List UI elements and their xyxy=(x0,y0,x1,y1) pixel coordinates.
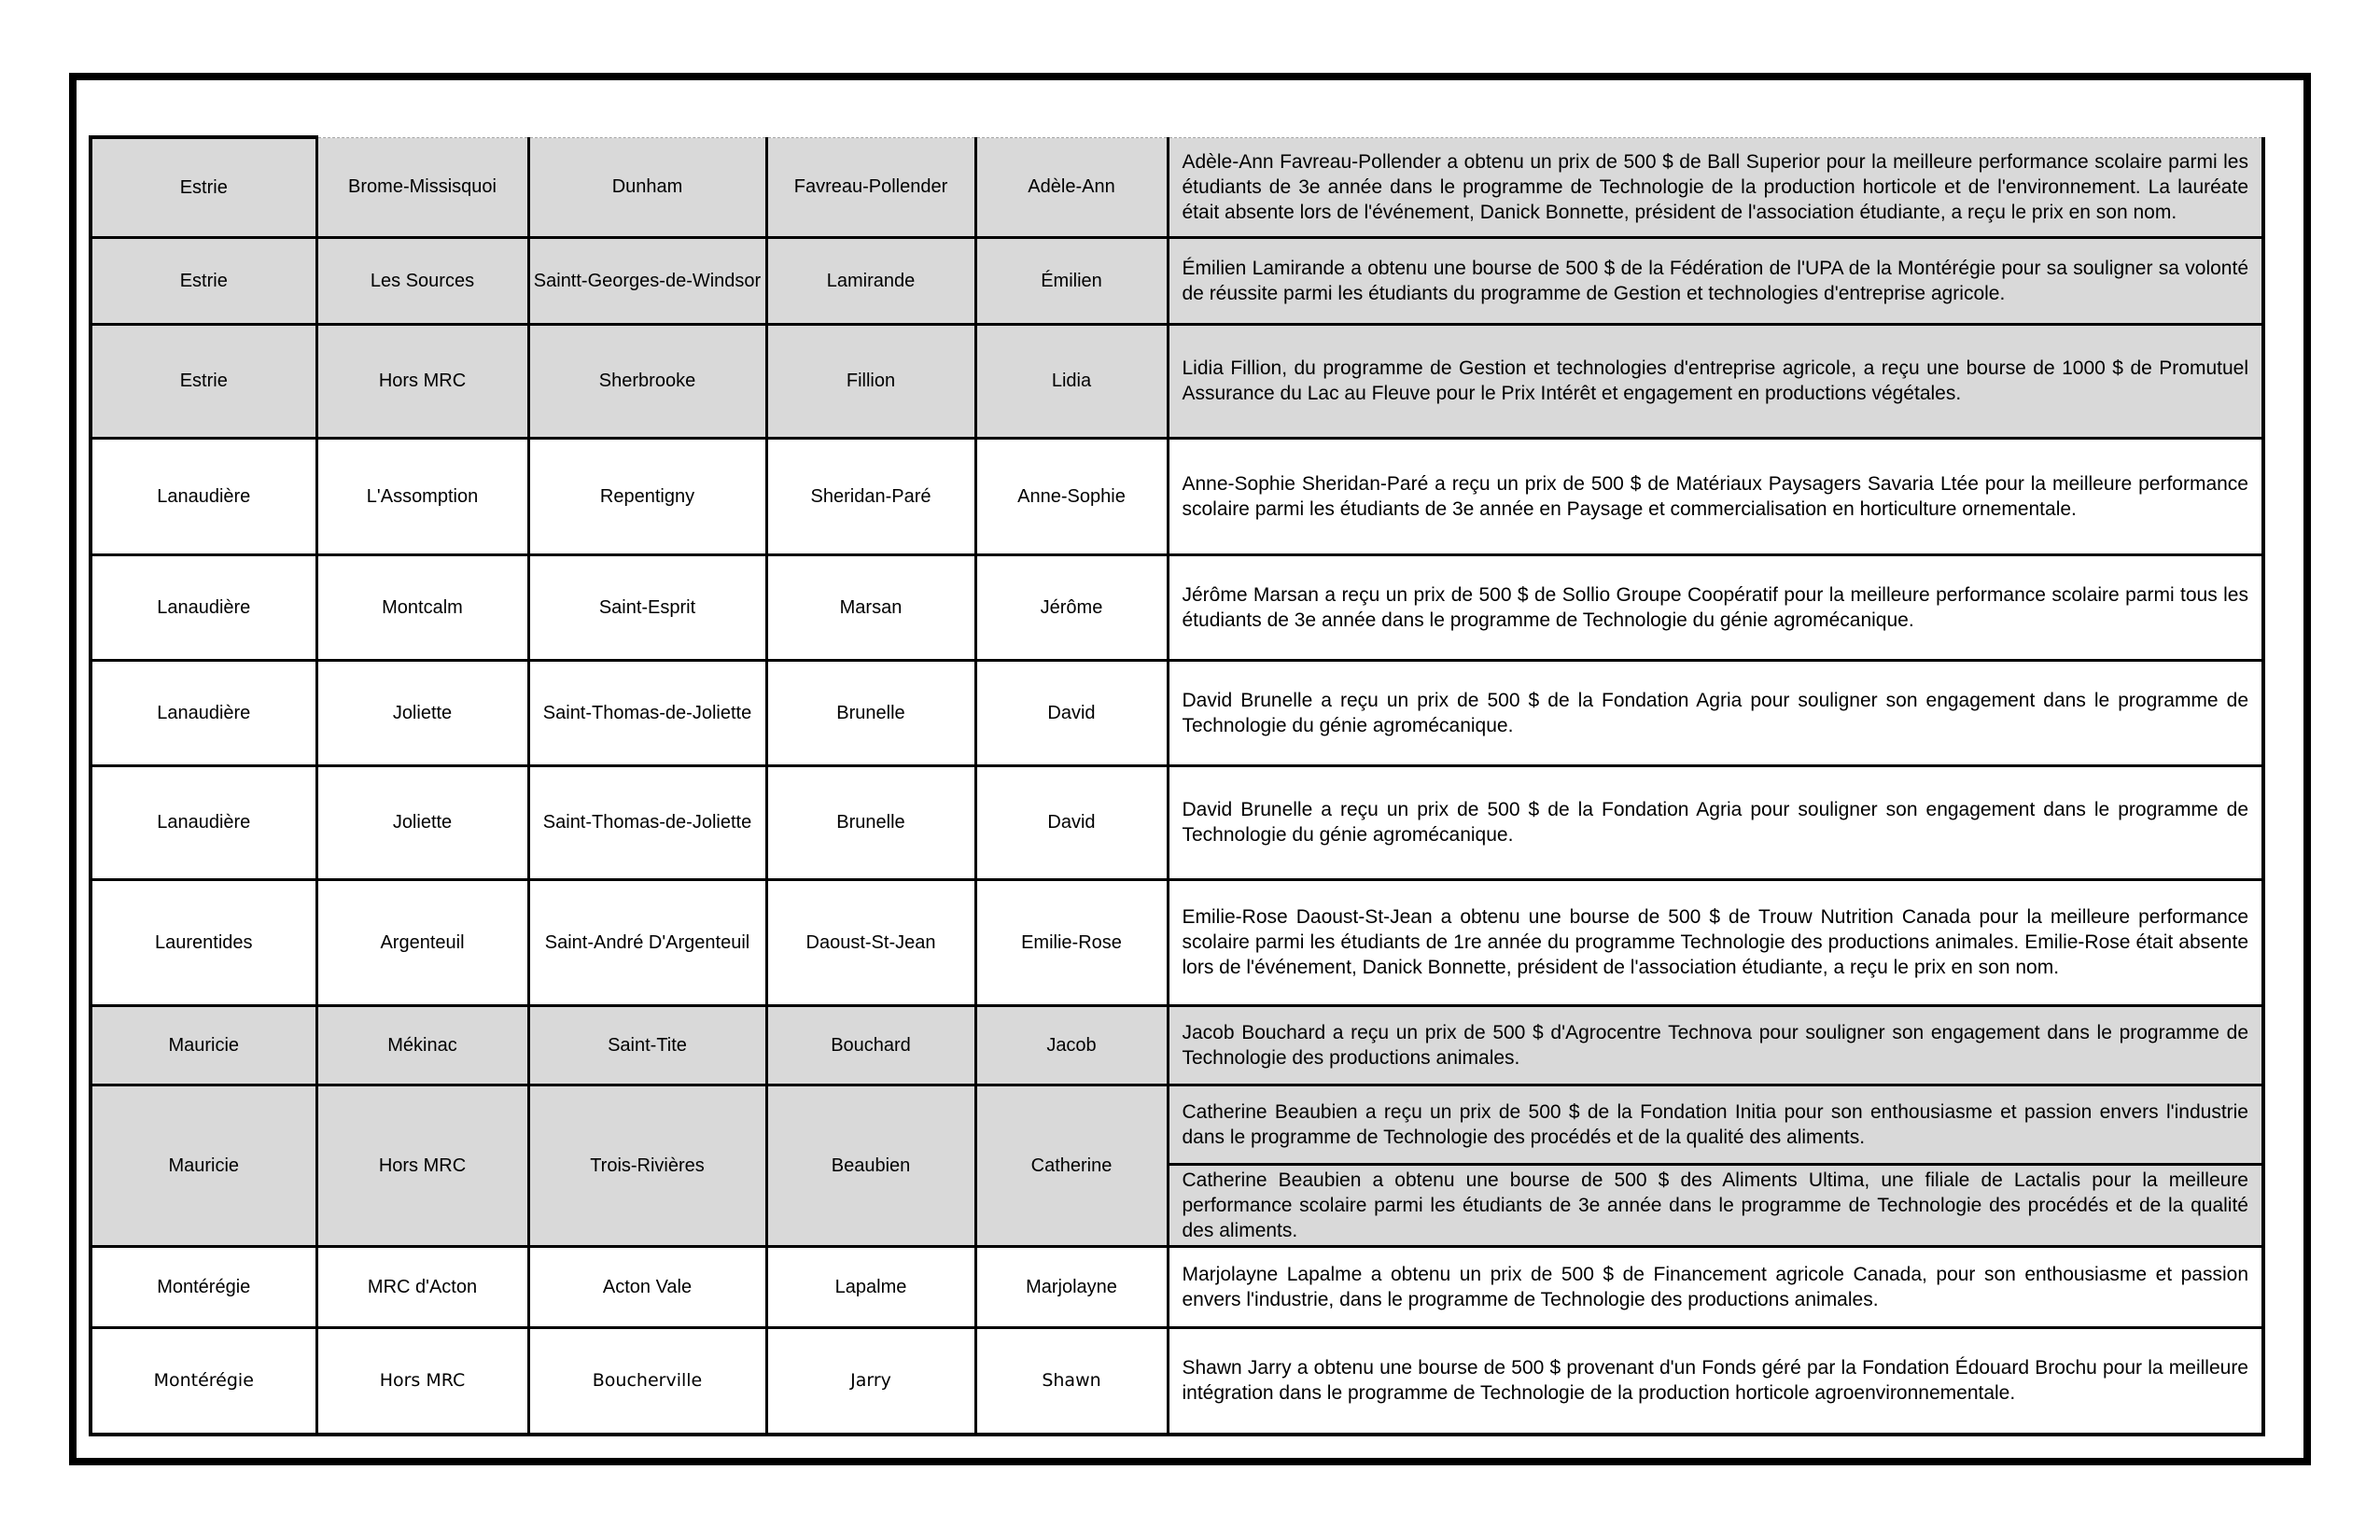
mrc-cell: Les Sources xyxy=(316,237,528,324)
firstname-cell: Jérôme xyxy=(975,554,1168,660)
firstname-cell: Jacob xyxy=(975,1005,1168,1085)
description-cell: Marjolayne Lapalme a obtenu un prix de 500 $ de Financement agricole Canada, pour son enthousiasme et passion envers l'industrie, dans le programme de Technologie des productions animales. xyxy=(1168,1246,2263,1327)
description-cell: Catherine Beaubien a obtenu une bourse de 500 $ des Aliments Ultima, une filiale de Lactalis pour la meilleure performance scolaire parmi les étudiants de 3e année dans le programme de Technologie des procédés et de la qualité des aliments. xyxy=(1168,1164,2263,1246)
description-cell: David Brunelle a reçu un prix de 500 $ de la Fondation Agria pour souligner son engagement dans le programme de Technologie du génie agromécanique. xyxy=(1168,660,2263,765)
firstname-cell: Emilie-Rose xyxy=(975,879,1168,1005)
lastname-cell: Daoust-St-Jean xyxy=(766,879,975,1005)
region-cell: Estrie xyxy=(91,237,316,324)
city-cell: Repentigny xyxy=(528,438,766,554)
description-cell: David Brunelle a reçu un prix de 500 $ de la Fondation Agria pour souligner son engagement dans le programme de Technologie du génie agromécanique. xyxy=(1168,765,2263,879)
city-cell: Saint-Thomas-de-Joliette xyxy=(528,765,766,879)
description-cell: Catherine Beaubien a reçu un prix de 500 $ de la Fondation Initia pour son enthousiasme et passion envers l'industrie dans le programme de Technologie des procédés et de la qualité des aliments. xyxy=(1168,1085,2263,1164)
mrc-cell: Montcalm xyxy=(316,554,528,660)
table-row xyxy=(91,1085,2263,1164)
mrc-cell: Hors MRC xyxy=(316,1327,528,1435)
firstname-cell: Catherine xyxy=(975,1085,1168,1246)
lastname-cell: Bouchard xyxy=(766,1005,975,1085)
lastname-cell: Lapalme xyxy=(766,1246,975,1327)
table-row xyxy=(91,324,2263,438)
city-cell: Saintt-Georges-de-Windsor xyxy=(528,237,766,324)
description-cell: Jérôme Marsan a reçu un prix de 500 $ de Sollio Groupe Coopératif pour la meilleure performance scolaire parmi tous les étudiants de 3e année dans le programme de Technologie du génie agromécanique. xyxy=(1168,554,2263,660)
firstname-cell: Shawn xyxy=(975,1327,1168,1435)
region-cell: Lanaudière xyxy=(91,660,316,765)
table-row xyxy=(91,1005,2263,1085)
region-cell: Lanaudière xyxy=(91,554,316,660)
city-cell: Boucherville xyxy=(528,1327,766,1435)
mrc-cell: L'Assomption xyxy=(316,438,528,554)
firstname-cell: Adèle-Ann xyxy=(975,137,1168,237)
region-cell: Montérégie xyxy=(91,1327,316,1435)
lastname-cell: Favreau-Pollender xyxy=(766,137,975,237)
mrc-cell: Brome-Missisquoi xyxy=(316,137,528,237)
region-cell: Montérégie xyxy=(91,1246,316,1327)
description-cell: Anne-Sophie Sheridan-Paré a reçu un prix de 500 $ de Matériaux Paysagers Savaria Ltée pour la meilleure performance scolaire parmi les étudiants de 3e année en Paysage et commercialisation en horticulture ornementale. xyxy=(1168,438,2263,554)
city-cell: Saint-Esprit xyxy=(528,554,766,660)
description-cell: Émilien Lamirande a obtenu une bourse de 500 $ de la Fédération de l'UPA de la Montérégie pour sa souligner sa volonté de réussite parmi les étudiants du programme de Gestion et technologies d'entreprise agricole. xyxy=(1168,237,2263,324)
awards-table xyxy=(89,135,2265,1436)
city-cell: Dunham xyxy=(528,137,766,237)
table-row xyxy=(91,1327,2263,1435)
region-cell: Laurentides xyxy=(91,879,316,1005)
table-row xyxy=(91,1246,2263,1327)
city-cell: Acton Vale xyxy=(528,1246,766,1327)
mrc-cell: Argenteuil xyxy=(316,879,528,1005)
table-row xyxy=(91,137,2263,237)
table-row xyxy=(91,554,2263,660)
firstname-cell: David xyxy=(975,765,1168,879)
table-row xyxy=(91,765,2263,879)
city-cell: Saint-Thomas-de-Joliette xyxy=(528,660,766,765)
lastname-cell: Sheridan-Paré xyxy=(766,438,975,554)
firstname-cell: Marjolayne xyxy=(975,1246,1168,1327)
mrc-cell: Mékinac xyxy=(316,1005,528,1085)
table-row xyxy=(91,879,2263,1005)
firstname-cell: Anne-Sophie xyxy=(975,438,1168,554)
region-cell: Estrie xyxy=(91,137,316,237)
lastname-cell: Brunelle xyxy=(766,660,975,765)
mrc-cell: MRC d'Acton xyxy=(316,1246,528,1327)
mrc-cell: Joliette xyxy=(316,765,528,879)
city-cell: Trois-Rivières xyxy=(528,1085,766,1246)
firstname-cell: Émilien xyxy=(975,237,1168,324)
lastname-cell: Beaubien xyxy=(766,1085,975,1246)
lastname-cell: Lamirande xyxy=(766,237,975,324)
description-cell: Lidia Fillion, du programme de Gestion et technologies d'entreprise agricole, a reçu une bourse de 1000 $ de Promutuel Assurance du Lac au Fleuve pour le Prix Intérêt et engagement en productions végétales. xyxy=(1168,324,2263,438)
region-cell: Mauricie xyxy=(91,1005,316,1085)
lastname-cell: Fillion xyxy=(766,324,975,438)
lastname-cell: Brunelle xyxy=(766,765,975,879)
description-cell: Emilie-Rose Daoust-St-Jean a obtenu une bourse de 500 $ de Trouw Nutrition Canada pour la meilleure performance scolaire parmi les étudiants de 1re année du programme Technologie des productions animales. Emilie-Rose était absente lors de l'événement, Danick Bonnette, président de l'association étudiante, a reçu le prix en son nom. xyxy=(1168,879,2263,1005)
lastname-cell: Marsan xyxy=(766,554,975,660)
table-row xyxy=(91,660,2263,765)
city-cell: Saint-André D'Argenteuil xyxy=(528,879,766,1005)
description-cell: Shawn Jarry a obtenu une bourse de 500 $ provenant d'un Fonds géré par la Fondation Édouard Brochu pour la meilleure intégration dans le programme de Technologie de la production horticole agroenvironnementale. xyxy=(1168,1327,2263,1435)
mrc-cell: Hors MRC xyxy=(316,324,528,438)
region-cell: Lanaudière xyxy=(91,765,316,879)
lastname-cell: Jarry xyxy=(766,1327,975,1435)
city-cell: Saint-Tite xyxy=(528,1005,766,1085)
table-row xyxy=(91,237,2263,324)
description-cell: Adèle-Ann Favreau-Pollender a obtenu un prix de 500 $ de Ball Superior pour la meilleure performance scolaire parmi les étudiants de 3e année dans le programme de Technologie de la production horticole et de l'environnement. La lauréate était absente lors de l'événement, Danick Bonnette, président de l'association étudiante, a reçu le prix en son nom. xyxy=(1168,137,2263,237)
firstname-cell: Lidia xyxy=(975,324,1168,438)
region-cell: Mauricie xyxy=(91,1085,316,1246)
city-cell: Sherbrooke xyxy=(528,324,766,438)
region-cell: Estrie xyxy=(91,324,316,438)
table-row xyxy=(91,438,2263,554)
mrc-cell: Hors MRC xyxy=(316,1085,528,1246)
firstname-cell: David xyxy=(975,660,1168,765)
mrc-cell: Joliette xyxy=(316,660,528,765)
description-cell: Jacob Bouchard a reçu un prix de 500 $ d'Agrocentre Technova pour souligner son engagement dans le programme de Technologie des productions animales. xyxy=(1168,1005,2263,1085)
region-cell: Lanaudière xyxy=(91,438,316,554)
